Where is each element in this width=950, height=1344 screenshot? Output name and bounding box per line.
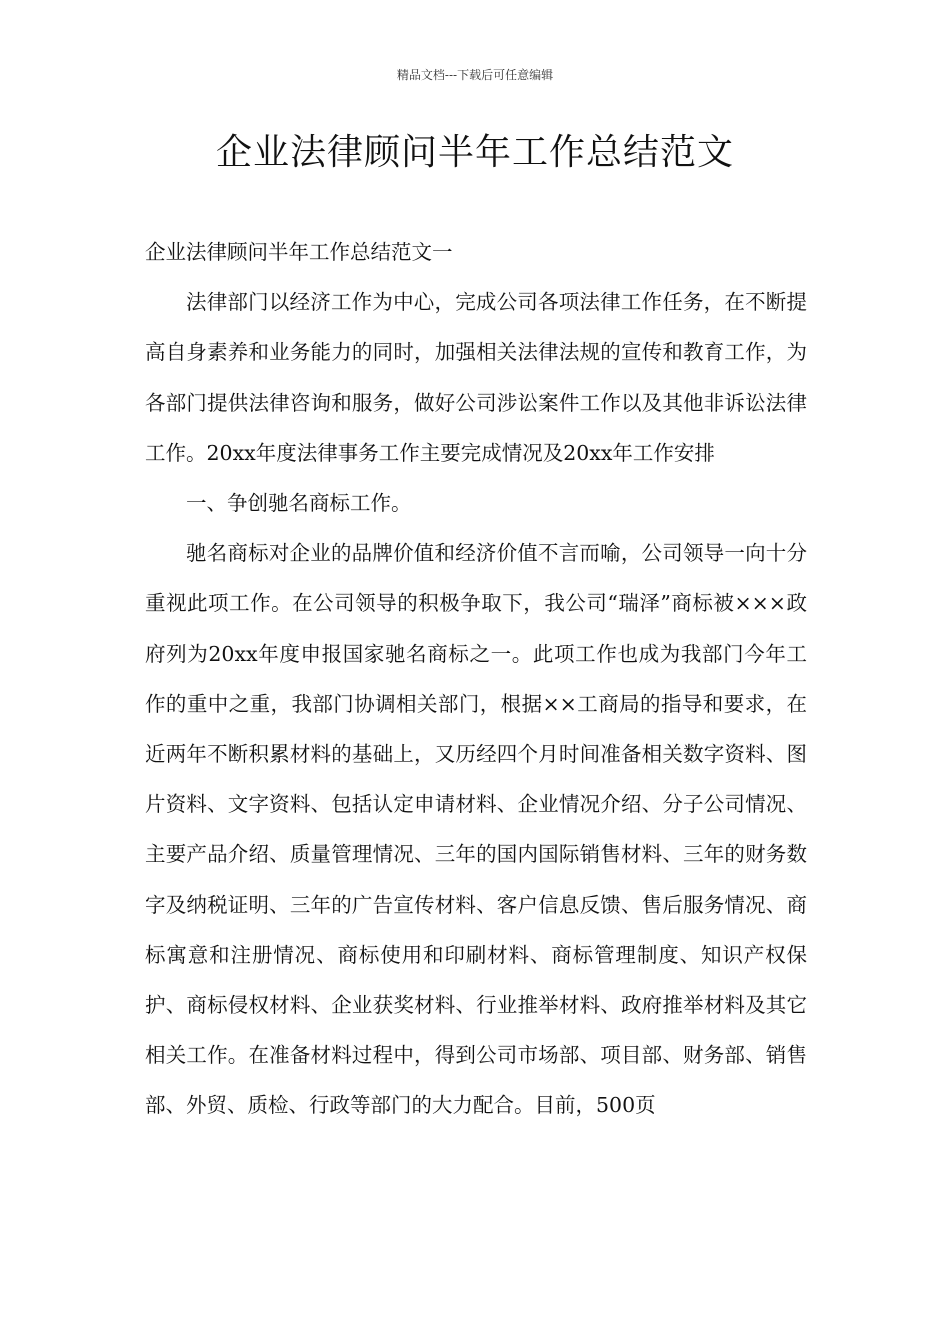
- header-note: 精品文档---下载后可任意编辑: [396, 68, 554, 82]
- section-heading-trademark: 一、争创驰名商标工作。: [186, 491, 412, 516]
- document-body: [145, 227, 807, 1131]
- document-title: 企业法律顾问半年工作总结范文: [215, 132, 734, 173]
- paragraph-trademark: 驰名商标对企业的品牌价值和经济价值不言而喻，公司领导一向十分重视此项工作。在公司领导的积极争取下，我公司“瑞泽”商标被×××政府列为20xx年度申报国家驰名商标之一。此项工作也成为我部门今年工作的重中之重，我部门协调相关部门，根据××工商局的指导和要求，在近两年不断积累材料的基础上，又历经四个月时间准备相关数字资料、图片资料、文字资料、包括认定申请材料、企业情况介绍、分子公司情况、主要产品介绍、质量管理情况、三年的国内国际销售材料、三年的财务数字及纳税证明、三年的广告宣传材料、客户信息反馈、售后服务情况、商标寓意和注册情况、商标使用和印刷材料、商标管理制度、知识产权保护、商标侵权材料、企业获奖材料、行业推举材料、政府推举材料及其它相关工作。在准备材料过程中，得到公司市场部、项目部、财务部、销售部、外贸、质检、行政等部门的大力配合。目前，500页: [145, 541, 807, 1118]
- paragraph-intro: 法律部门以经济工作为中心，完成公司各项法律工作任务，在不断提高自身素养和业务能力的同时，加强相关法律法规的宣传和教育工作，为各部门提供法律咨询和服务，做好公司涉讼案件工作以及其他非诉讼法律工作。20xx年度法律事务工作主要完成情况及20xx年工作安排: [145, 290, 807, 465]
- section-subtitle: 企业法律顾问半年工作总结范文一: [145, 240, 453, 264]
